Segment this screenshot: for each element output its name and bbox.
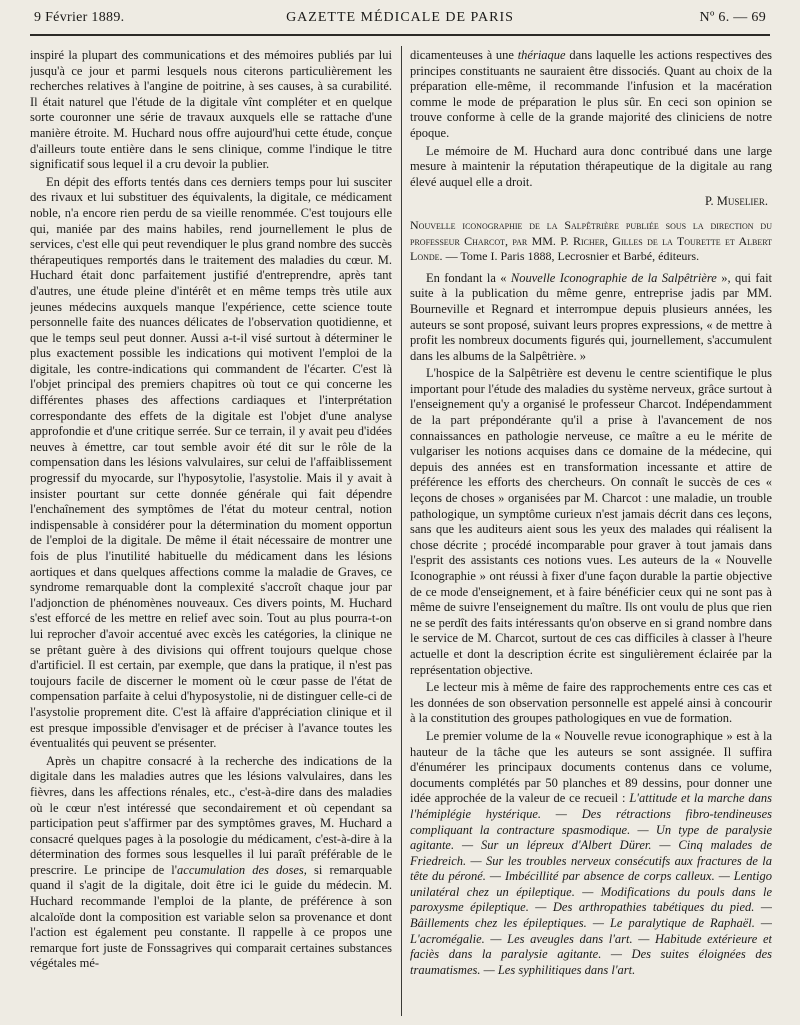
left-paragraph-3-text-a: Après un chapitre consacré à la recherche des indications de la digitale dans les maladies autres que les lésions valvulaires, dans les fièvres, dans les affections rénales, etc., c'est-à-dire dans des maladies où le cœur n'est intéressé que secondairement et où cependant sa participation peut s'affirmer par des symptômes graves, M. Huchard a consacré quelques pages à la posologie du médicament, c'est-à-dire à la détermination des formes sous lesquelles il lui paraît préférable de le prescrire. Le principe de l': [30, 753, 392, 877]
left-paragraph-2: En dépit des efforts tentés dans ces derniers temps pour lui susciter des rivaux et lui substituer des équivalents, la digitale, ce médicament noble, n'a encore rien perdu de sa vieille renommée. C'est toujours elle qui, maniée par des mains habiles, rend journellement le plus de services, c'est elle qui peut revendiquer le plus grand nombre des succès thérapeutiques remportés dans le traitement des maladies du cœur. M. Huchard était donc parfaitement justifié d'entreprendre, après tant d'autres, une étude pleine d'intérêt et en même temps très utile aux jeunes médecins auxquels manque l'expérience, cette science toute personnelle faite des nuances délicates de l'observation quotidienne, et que le temps seul peut donner. Aussi a-t-il visé surtout à déterminer le plus exactement possible les indications qui motivent l'emploi de la digitale, les contre-indications qui commandent de l'écarter. C'est là l'objet principal des premiers chapitres où tout ce qui concerne les différentes phases des affections cardiaques et l'interprétation correspondante des effets de la digitale est l'objet d'une analyse approfondie et d'une critique serrée. Sur ce terrain, il y avait peu d'idées neuves à émettre, car tout semble avoir été dit sur le rôle de la compensation dans les lésions valvulaires, sur celui de l'affaiblissement progressif du myocarde, sur l'hyposytolie, l'asystolie. Mais il y avait à insister pourtant sur cette donnée générale qui fait dépendre l'enchaînement des symptômes de l'état du moteur central, notion indispensable à considérer pour la détermination du moment opportun de l'emploi de la digitale. De même il était nécessaire de montrer une fois de plus l'inutilité habituelle du médicament dans les lésions aortiques et dans quelques affections comme la maladie de Graves, ce syndrome remarquable dont la complexité s'accroît chaque jour par l'adjonction de phénomènes nouveaux. Ces divers points, M. Huchard s'est efforcé de les mettre en relief avec soin. Tout au plus pourra-t-on lui reprocher d'avoir accentué avec excès les catégories, la clinique ne se prêtant guère à des divisions qui offrent toujours quelque chose d'artificiel. Il est certain, par exemple, que dans la pratique, il n'est pas toujours facile de discerner le moment où le cœur passe de l'état de compensation parfaite à celui d'hyposystolie, ni de distinguer celle-ci de l'asystolie proprement dite. C'est là affaire d'appréciation clinique et il est presque impossible d'envisager et de préciser à l'avance toutes les éventualités qui peuvent se présenter.: [30, 174, 392, 751]
right-paragraph-6-text: Le premier volume de la « Nouvelle revue iconographique » est à la hauteur de la tâche que les auteurs se sont assignée. Il suffira d'énumérer les principaux documents contenus dans ce volume, documents complétés par 50 planches et 89 dessins, pour donner une idée approchée de la valeur de ce recueil :: [410, 728, 772, 806]
review-heading-title: Nouvelle iconographie de la Salpêtrière publiée sous la direction du professeur Charcot, par MM. P. Richer, Gilles de la Tourette et Albert Londe.: [410, 217, 772, 264]
right-paragraph-3-text-b: », qui fait suite à la publication du même genre, entreprise jadis par MM. Bourneville et Regnard et interrompue depuis plusieurs années, les auteurs se sont proposé, suivant leurs propres expressions, « de mettre à profit les nombreux documents figurés qui, journellement, s'accumulent dans les albums de la Salpêtrière. »: [410, 270, 772, 363]
review-signature: P. Muselier.: [704, 194, 768, 209]
right-paragraph-1-italic: thériaque: [517, 48, 566, 62]
right-paragraph-3-text-a: En fondant la «: [426, 270, 511, 285]
review-heading-publisher: — Tome I. Paris 1888, Lecrosnier et Barbé, éditeurs.: [442, 249, 700, 264]
right-paragraph-1-text-b: dans laquelle les actions respectives des principes constituants ne sauraient être dissociés. Quant au choix de la préparation elle-même, il recommande l'infusion et la macération comme le mode de préparation le plus sûr. En ceci son opinion se trouve conforme à celle de la grande majorité des cliniciens de notre époque.: [410, 48, 772, 140]
right-paragraph-1: [410, 48, 772, 142]
left-paragraph-1: inspiré la plupart des communications et des mémoires publiés par lui jusqu'à ce jour et parmi lesquels nous citerons particulièrement les recherches relatives à l'angine de poitrine, à ses causes, à sa curabilité. Il était naturel que l'étude de la digitale vînt compléter et en quelque sorte couronner une série de travaux auxquels elle se rattache d'une manière étroite. M. Huchard nous offre aujourd'hui cette étude, conçue d'ailleurs toute entière dans le sens clinique, comme l'indique le titre significatif sous lequel il a cru devoir la publier.: [30, 48, 392, 172]
header-issue-page: Nº 6. — 69: [699, 10, 766, 25]
review-heading: [410, 218, 772, 265]
right-paragraph-3: [410, 271, 772, 365]
column-divider: [401, 46, 402, 1016]
right-paragraph-1-text-a: dicamenteuses à une: [410, 48, 518, 62]
left-paragraph-3-italic: accumulation des doses,: [177, 862, 307, 877]
right-paragraph-6: [410, 729, 772, 979]
right-paragraph-4: L'hospice de la Salpêtrière est devenu le centre scientifique le plus important pour l'étude des maladies du système nerveux, grâce surtout à l'enseignement qu'y a organisé le professeur Charcot. Indépendamment de la part prépondérante qu'il a prise à l'avancement de nos connaissances en pathologie nerveuse, ce maître a eu le mérite de vulgariser les notions acquises dans ce domaine de la médecine, qui depuis des années est en transformation incessante et attire de préférence les efforts des chercheurs. On connaît le succès de ces « leçons de choses » organisées par M. Charcot : une maladie, un trouble pathologique, un symptôme curieux n'est jamais décrit dans ces leçons, sans que les auditeurs aient sous les yeux des malades qui réalisent la chose décrite ; procédé incomparable pour graver à tout jamais dans l'esprit des assistants ces notions vues. Les auteurs de la « Nouvelle Iconographie » ont réussi à fixer d'une façon durable la partie objective de ce mode d'enseignement, et à faire bénéficier ceux qui ne sont pas à même de suivre l'enseignement du maître. Ils ont voulu de plus que rien ne se perdît des faits intéressants qu'on observe en si grand nombre dans le service de M. Charcot, surtout de ces cas difficiles à classer à l'heure actuelle et dont la description écrite est singulièrement éclairée par la représentation objective.: [410, 366, 772, 677]
header-title: GAZETTE MÉDICALE DE PARIS: [286, 10, 514, 25]
right-paragraph-2: Le mémoire de M. Huchard aura donc contribué dans une large mesure à maintenir la réputation thérapeutique de la digitale au rang élevé auquel elle a droit.: [410, 143, 772, 189]
left-column: [30, 48, 392, 1016]
left-paragraph-3-text-b: si remarquable quand il s'agit de la digitale, doit être ici le guide du médecin. M. Huchard recommande l'emploi de la plante, de préférence à son alcaloïde dont la composition est variable selon sa provenance et dont l'action est également peu constante. Il rappelle à ce propos une remarque fort juste de Fonssagrives qui comparait certaines substances végétales mé-: [30, 862, 392, 971]
right-paragraph-3-italic: Nouvelle Iconographie de la Salpêtrière: [510, 270, 717, 285]
running-header: [34, 10, 766, 32]
right-paragraph-5: Le lecteur mis à même de faire des rapprochements entre ces cas et les données de son observation personnelle est appelé ainsi à concourir à la constitution des groupes pathologiques en vue de formation.: [410, 680, 772, 726]
right-column: [410, 48, 772, 1016]
left-paragraph-3: [30, 754, 392, 972]
header-rule: [30, 34, 770, 36]
header-date: 9 Février 1889.: [34, 10, 125, 25]
right-paragraph-6-italic-list: L'attitude et la marche dans l'hémiplégie hystérique. — Des rétractions fibro-tendineuses compliquant la contracture spasmodique. — Un type de paralysie agitante. — Sur un lépreux d'Albert Dürer. — Cinq malades de Friedreich. — Sur les troubles nerveux consécutifs aux fractures de la tête du péroné. — Imbécillité par absence de corps calleux. — Lentigo unilatéral chez un épileptique. — Modifications du pouls dans le paroxysme épileptique. — Des arthropathies tabétiques du pied. — Bâillements chez les épileptiques. — Le paralytique de Raphaël. — L'acromégalie. — Les aveugles dans l'art. — Habitude extérieure et faciès dans la paralysie agitante. — Des suites éloignées des traumatismes. — Les syphilitiques dans l'art.: [410, 791, 772, 977]
